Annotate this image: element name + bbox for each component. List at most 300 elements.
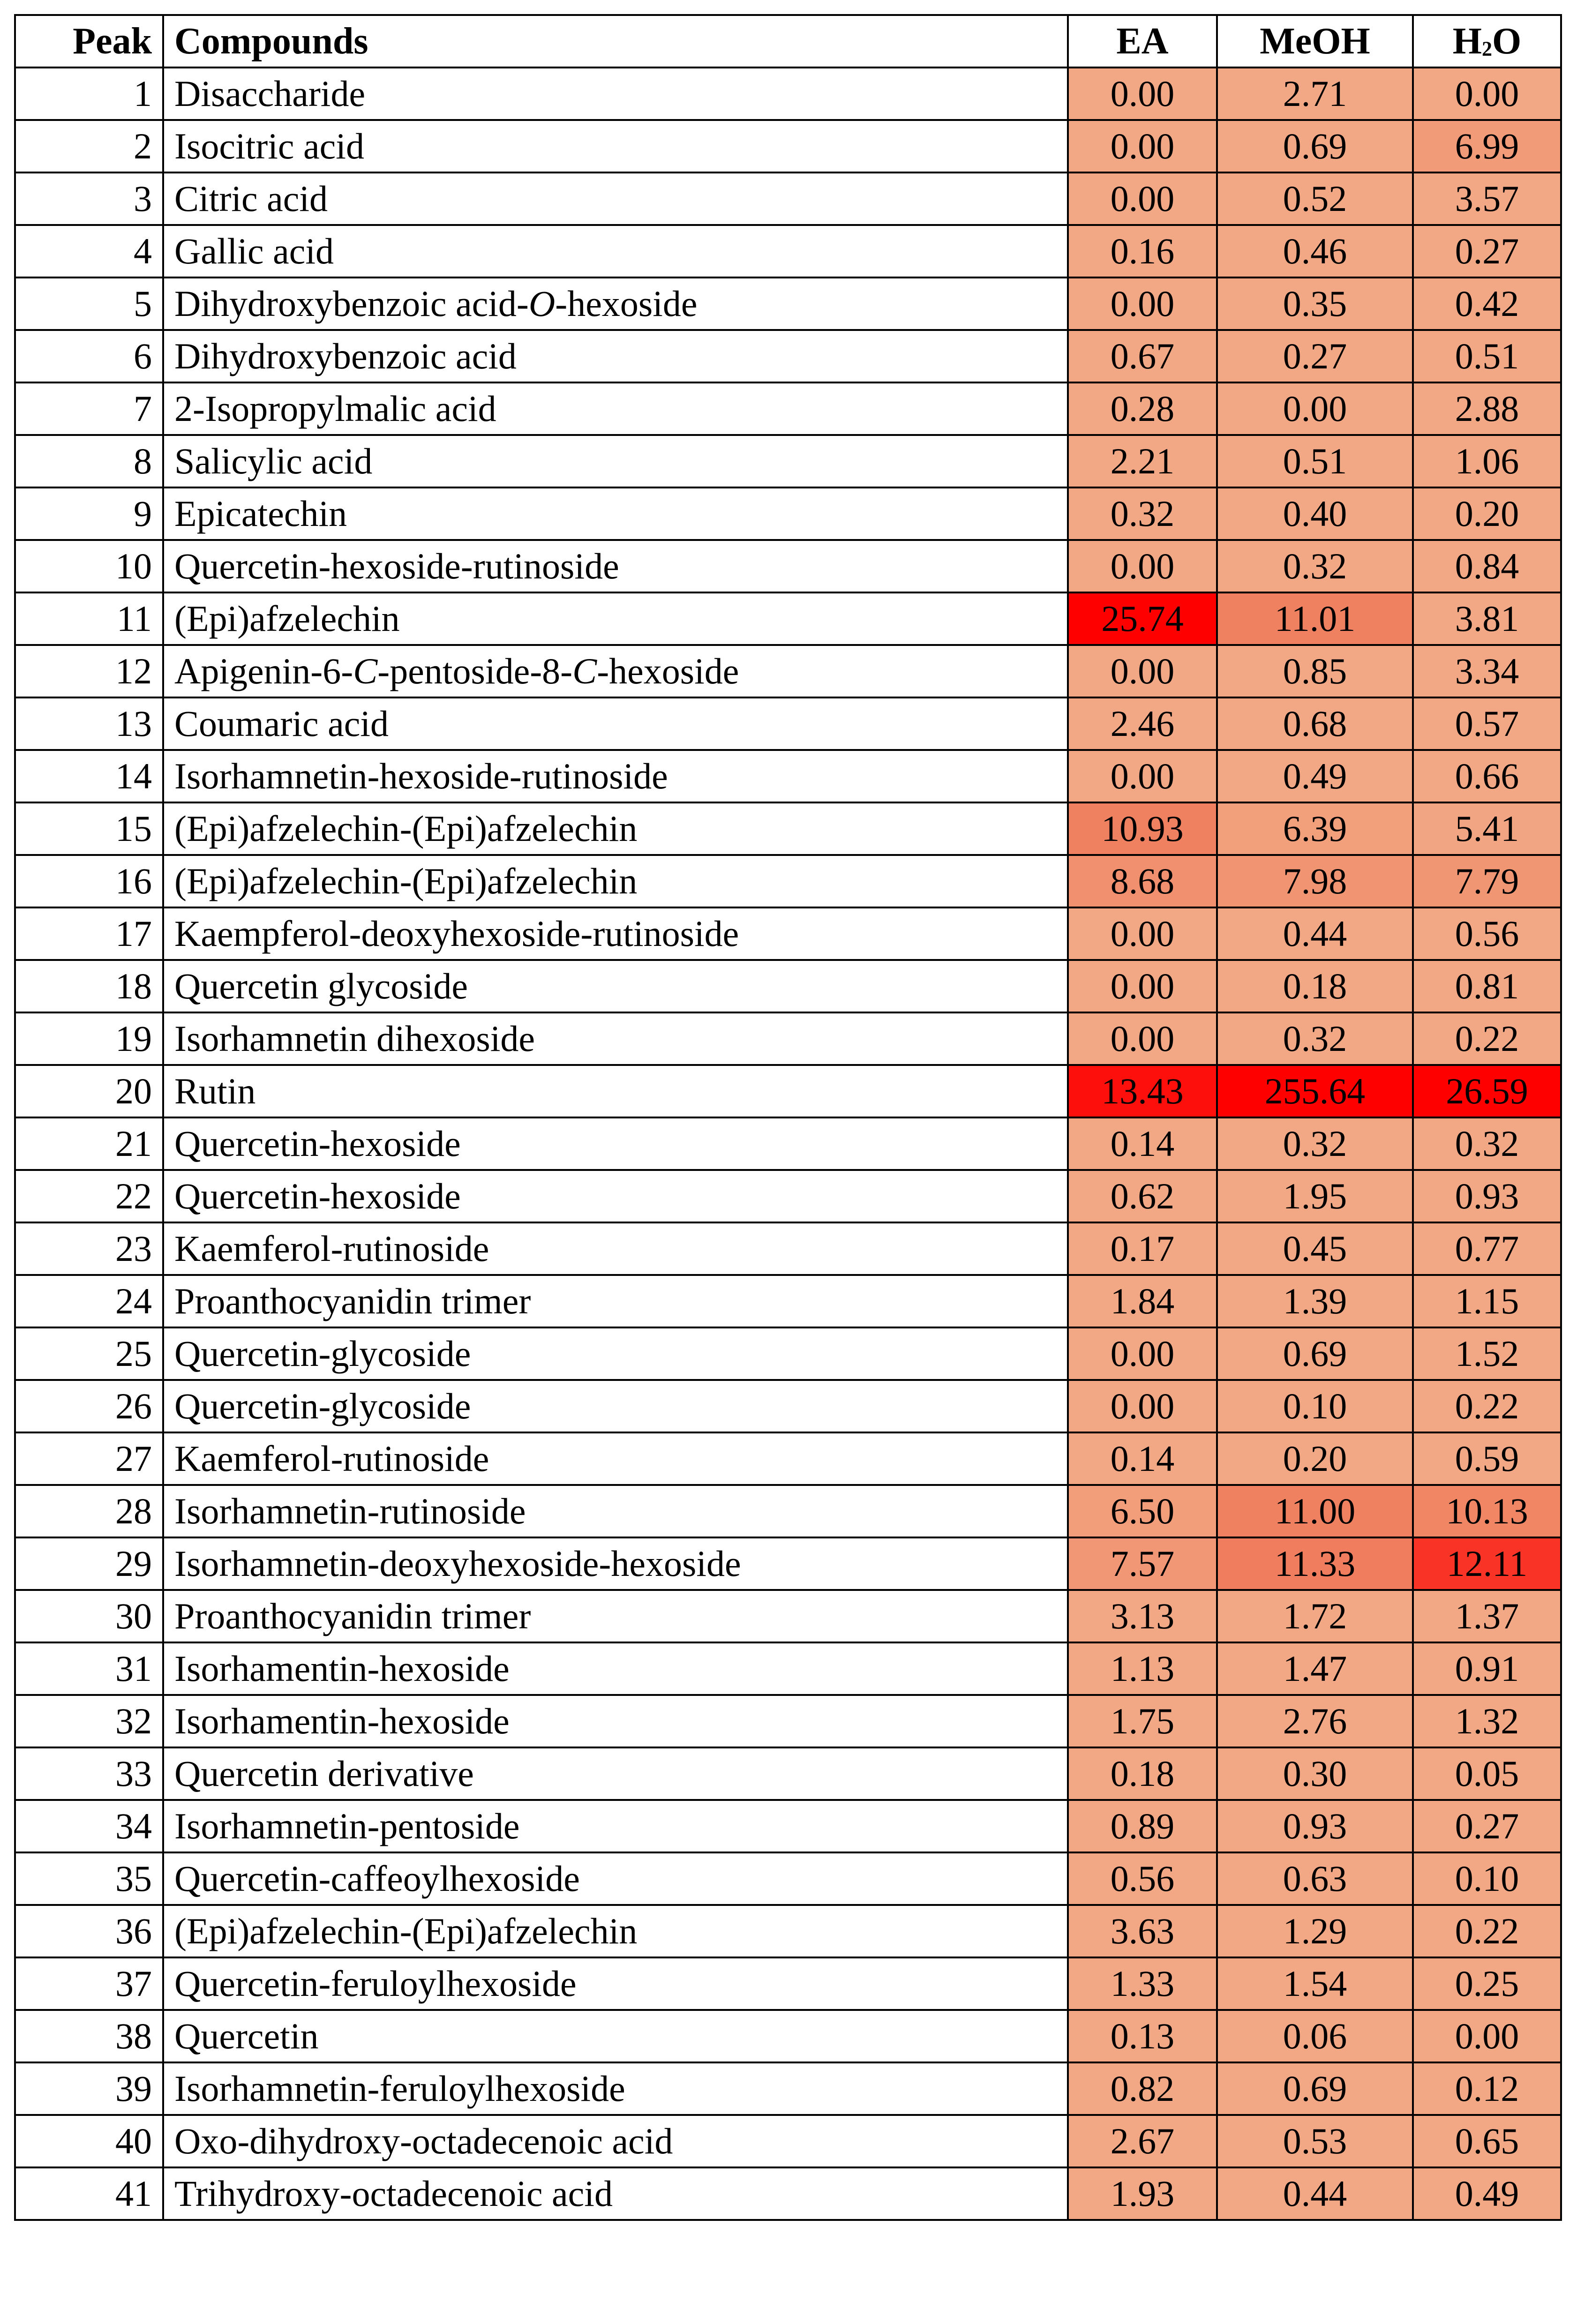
compound-name-text: Isorhamnetin-rutinoside [174,1491,526,1531]
peak-cell: 19 [15,1012,163,1065]
compound-name-text: Quercetin-glycoside [174,1386,471,1426]
table-row [15,855,1561,907]
table-row [15,540,1561,592]
peak-cell: 28 [15,1485,163,1537]
compound-name-text: Trihydroxy-octadecenoic acid [174,2173,613,2214]
compound-cell [163,435,1068,487]
ea-value-cell: 3.13 [1068,1590,1217,1642]
table-row [15,907,1561,960]
peak-cell: 3 [15,172,163,225]
peak-cell: 17 [15,907,163,960]
peak-cell: 1 [15,67,163,120]
compound-cell [163,172,1068,225]
compound-name-text: Quercetin [174,2016,319,2056]
compound-cell [163,592,1068,645]
header-row [15,15,1561,67]
ea-value-cell: 3.63 [1068,1905,1217,1957]
meoh-value-cell: 0.93 [1217,1800,1413,1852]
h2o-value-cell: 0.66 [1413,750,1561,802]
ea-value-cell: 2.67 [1068,2115,1217,2167]
peak-cell: 31 [15,1642,163,1695]
ea-value-cell: 0.89 [1068,1800,1217,1852]
table-row [15,1957,1561,2010]
h2o-value-cell: 1.15 [1413,1275,1561,1327]
table-row [15,67,1561,120]
compound-cell [163,2167,1068,2220]
compound-name-text: Salicylic acid [174,441,373,481]
table-row [15,1222,1561,1275]
peak-cell: 11 [15,592,163,645]
compound-name-text: Isorhamnetin-feruloylhexoside [174,2068,625,2109]
h2o-value-cell: 0.25 [1413,1957,1561,2010]
h2o-value-cell: 0.00 [1413,67,1561,120]
h2o-value-cell: 2.88 [1413,382,1561,435]
meoh-value-cell: 6.39 [1217,802,1413,855]
compound-name-text: Proanthocyanidin trimer [174,1281,531,1321]
h2o-value-cell: 0.49 [1413,2167,1561,2220]
table-row [15,697,1561,750]
table-row [15,1327,1561,1380]
compound-cell [163,2115,1068,2167]
header-compounds: Compounds [163,15,1068,67]
ea-value-cell: 0.14 [1068,1117,1217,1170]
header-h2o [1413,15,1561,67]
meoh-value-cell: 0.53 [1217,2115,1413,2167]
table-row [15,330,1561,382]
compound-name-text: Isorhamnetin-pentoside [174,1806,520,1846]
table-body [15,67,1561,2220]
meoh-value-cell: 1.95 [1217,1170,1413,1222]
compound-cell [163,1957,1068,2010]
compound-cell [163,1117,1068,1170]
compound-name-text: -hexoside [597,651,739,691]
compound-name-text: 2-Isopropylmalic acid [174,388,496,429]
table-row [15,1852,1561,1905]
compound-name-text: Epicatechin [174,493,347,534]
compound-name-text: Quercetin-glycoside [174,1333,471,1374]
ea-value-cell: 0.18 [1068,1747,1217,1800]
compound-name-text: Rutin [174,1071,256,1111]
compound-cell [163,1747,1068,1800]
peak-cell: 9 [15,487,163,540]
compound-cell [163,1275,1068,1327]
table-row [15,487,1561,540]
h2o-value-cell: 5.41 [1413,802,1561,855]
compound-name-text: Dihydroxybenzoic acid [174,336,517,376]
peak-cell: 18 [15,960,163,1012]
header-h2o-suffix: O [1492,21,1522,62]
ea-value-cell: 0.14 [1068,1432,1217,1485]
h2o-value-cell: 0.32 [1413,1117,1561,1170]
table-row [15,1275,1561,1327]
ea-value-cell: 0.00 [1068,172,1217,225]
table-row [15,2115,1561,2167]
ea-value-cell: 0.56 [1068,1852,1217,1905]
h2o-value-cell: 0.93 [1413,1170,1561,1222]
meoh-value-cell: 0.30 [1217,1747,1413,1800]
h2o-value-cell: 0.00 [1413,2010,1561,2062]
table-row [15,1537,1561,1590]
h2o-value-cell: 0.51 [1413,330,1561,382]
compound-name-text: Quercetin-hexoside-rutinoside [174,546,619,586]
meoh-value-cell: 0.52 [1217,172,1413,225]
ea-value-cell: 0.00 [1068,1012,1217,1065]
ea-value-cell: 13.43 [1068,1065,1217,1117]
peak-cell: 6 [15,330,163,382]
table-row [15,435,1561,487]
peak-cell: 2 [15,120,163,172]
h2o-value-cell: 1.32 [1413,1695,1561,1747]
meoh-value-cell: 0.00 [1217,382,1413,435]
h2o-value-cell: 0.22 [1413,1905,1561,1957]
compound-cell [163,645,1068,697]
table-row [15,1117,1561,1170]
table-row [15,1432,1561,1485]
compound-name-text: -pentoside-8- [377,651,573,691]
compound-cell [163,1800,1068,1852]
meoh-value-cell: 0.32 [1217,1012,1413,1065]
h2o-value-cell: 0.22 [1413,1380,1561,1432]
peak-cell: 38 [15,2010,163,2062]
peak-cell: 40 [15,2115,163,2167]
ea-value-cell: 0.00 [1068,960,1217,1012]
table-row [15,1590,1561,1642]
peak-cell: 7 [15,382,163,435]
meoh-value-cell: 0.27 [1217,330,1413,382]
table-row [15,225,1561,277]
table-row [15,960,1561,1012]
compound-name-text: (Epi)afzelechin-(Epi)afzelechin [174,861,638,901]
table-row [15,1642,1561,1695]
h2o-value-cell: 0.12 [1413,2062,1561,2115]
compound-name-text: Isorhamnetin-deoxyhexoside-hexoside [174,1543,741,1584]
compound-name-text: (Epi)afzelechin-(Epi)afzelechin [174,1911,638,1951]
peak-cell: 33 [15,1747,163,1800]
h2o-value-cell: 0.10 [1413,1852,1561,1905]
table-row [15,1380,1561,1432]
compound-cell [163,907,1068,960]
meoh-value-cell: 0.68 [1217,697,1413,750]
compound-name-text: Dihydroxybenzoic acid- [174,283,529,324]
h2o-value-cell: 0.84 [1413,540,1561,592]
peak-cell: 29 [15,1537,163,1590]
h2o-value-cell: 0.22 [1413,1012,1561,1065]
compound-name-text: Isorhamentin-hexoside [174,1648,510,1689]
compound-name-italic: C [572,651,597,691]
compound-name-text: Isorhamnetin-hexoside-rutinoside [174,756,668,796]
compound-cell [163,225,1068,277]
meoh-value-cell: 0.18 [1217,960,1413,1012]
peak-cell: 30 [15,1590,163,1642]
peak-cell: 10 [15,540,163,592]
compound-name-text: Quercetin derivative [174,1753,474,1794]
compound-name-text: Quercetin-hexoside [174,1123,461,1164]
meoh-value-cell: 0.32 [1217,540,1413,592]
meoh-value-cell: 0.85 [1217,645,1413,697]
ea-value-cell: 6.50 [1068,1485,1217,1537]
peak-cell: 5 [15,277,163,330]
header-meoh: MeOH [1217,15,1413,67]
header-ea: EA [1068,15,1217,67]
compound-cell [163,1170,1068,1222]
meoh-value-cell: 11.00 [1217,1485,1413,1537]
compound-cell [163,1642,1068,1695]
meoh-value-cell: 1.29 [1217,1905,1413,1957]
table-row [15,120,1561,172]
compound-name-text: -hexoside [555,283,698,324]
h2o-value-cell: 0.59 [1413,1432,1561,1485]
meoh-value-cell: 1.72 [1217,1590,1413,1642]
peak-cell: 37 [15,1957,163,2010]
compound-cell [163,960,1068,1012]
h2o-value-cell: 0.77 [1413,1222,1561,1275]
h2o-value-cell: 0.65 [1413,2115,1561,2167]
compound-cell [163,2062,1068,2115]
meoh-value-cell: 0.20 [1217,1432,1413,1485]
ea-value-cell: 1.75 [1068,1695,1217,1747]
ea-value-cell: 0.67 [1068,330,1217,382]
table-row [15,1065,1561,1117]
ea-value-cell: 0.00 [1068,540,1217,592]
meoh-value-cell: 0.44 [1217,2167,1413,2220]
ea-value-cell: 1.93 [1068,2167,1217,2220]
compound-name-text: Gallic acid [174,231,334,271]
h2o-value-cell: 0.27 [1413,225,1561,277]
peak-cell: 41 [15,2167,163,2220]
compound-cell [163,487,1068,540]
table-row [15,1800,1561,1852]
peak-cell: 4 [15,225,163,277]
h2o-value-cell: 0.42 [1413,277,1561,330]
h2o-value-cell: 7.79 [1413,855,1561,907]
meoh-value-cell: 0.51 [1217,435,1413,487]
table-row [15,802,1561,855]
compound-cell [163,120,1068,172]
meoh-value-cell: 0.35 [1217,277,1413,330]
ea-value-cell: 0.00 [1068,645,1217,697]
ea-value-cell: 1.84 [1068,1275,1217,1327]
meoh-value-cell: 0.69 [1217,2062,1413,2115]
meoh-value-cell: 11.01 [1217,592,1413,645]
meoh-value-cell: 0.63 [1217,1852,1413,1905]
compound-name-italic: O [528,283,556,324]
compound-name-text: Quercetin glycoside [174,966,468,1006]
compound-name-text: Kaemferol-rutinoside [174,1438,489,1479]
ea-value-cell: 8.68 [1068,855,1217,907]
h2o-value-cell: 3.81 [1413,592,1561,645]
compound-cell [163,1695,1068,1747]
peak-cell: 8 [15,435,163,487]
h2o-value-cell: 1.52 [1413,1327,1561,1380]
compound-cell [163,750,1068,802]
compound-cell [163,382,1068,435]
h2o-value-cell: 0.57 [1413,697,1561,750]
compound-name-text: Citric acid [174,178,328,219]
header-peak: Peak [15,15,163,67]
h2o-value-cell: 0.91 [1413,1642,1561,1695]
ea-value-cell: 0.16 [1068,225,1217,277]
h2o-value-cell: 3.57 [1413,172,1561,225]
meoh-value-cell: 0.10 [1217,1380,1413,1432]
compound-cell [163,1065,1068,1117]
table-row [15,2167,1561,2220]
peak-cell: 12 [15,645,163,697]
table-row [15,1485,1561,1537]
compound-name-text: (Epi)afzelechin-(Epi)afzelechin [174,808,638,849]
meoh-value-cell: 0.44 [1217,907,1413,960]
ea-value-cell: 2.46 [1068,697,1217,750]
peak-cell: 20 [15,1065,163,1117]
peak-cell: 34 [15,1800,163,1852]
table-row [15,1905,1561,1957]
compound-name-text: (Epi)afzelechin [174,598,400,639]
compound-name-text: Isocitric acid [174,126,364,166]
meoh-value-cell: 2.71 [1217,67,1413,120]
peak-cell: 14 [15,750,163,802]
meoh-value-cell: 0.69 [1217,120,1413,172]
peak-cell: 22 [15,1170,163,1222]
peak-cell: 23 [15,1222,163,1275]
peak-cell: 36 [15,1905,163,1957]
ea-value-cell: 0.28 [1068,382,1217,435]
compound-cell [163,1012,1068,1065]
table-row [15,1170,1561,1222]
compound-name-text: Quercetin-hexoside [174,1176,461,1216]
compounds-heatmap-table [14,14,1562,2221]
meoh-value-cell: 255.64 [1217,1065,1413,1117]
ea-value-cell: 0.62 [1068,1170,1217,1222]
table-row [15,382,1561,435]
peak-cell: 13 [15,697,163,750]
compound-cell [163,1485,1068,1537]
compound-cell [163,855,1068,907]
meoh-value-cell: 0.06 [1217,2010,1413,2062]
meoh-value-cell: 11.33 [1217,1537,1413,1590]
compound-cell [163,1222,1068,1275]
meoh-value-cell: 0.40 [1217,487,1413,540]
compound-cell [163,330,1068,382]
compound-name-text: Proanthocyanidin trimer [174,1596,531,1636]
peak-cell: 26 [15,1380,163,1432]
meoh-value-cell: 1.47 [1217,1642,1413,1695]
compound-cell [163,697,1068,750]
ea-value-cell: 0.17 [1068,1222,1217,1275]
ea-value-cell: 0.00 [1068,750,1217,802]
table-row [15,645,1561,697]
ea-value-cell: 0.13 [1068,2010,1217,2062]
ea-value-cell: 0.00 [1068,1327,1217,1380]
peak-cell: 32 [15,1695,163,1747]
ea-value-cell: 1.13 [1068,1642,1217,1695]
compound-cell [163,1432,1068,1485]
ea-value-cell: 0.00 [1068,277,1217,330]
peak-cell: 39 [15,2062,163,2115]
h2o-value-cell: 10.13 [1413,1485,1561,1537]
meoh-value-cell: 0.69 [1217,1327,1413,1380]
ea-value-cell: 25.74 [1068,592,1217,645]
meoh-value-cell: 0.45 [1217,1222,1413,1275]
compound-name-text: Apigenin-6- [174,651,353,691]
ea-value-cell: 2.21 [1068,435,1217,487]
compound-cell [163,277,1068,330]
header-h2o-subscript: 2 [1482,37,1492,60]
h2o-value-cell: 0.27 [1413,1800,1561,1852]
compound-name-text: Kaempferol-deoxyhexoside-rutinoside [174,913,739,954]
table-row [15,1012,1561,1065]
ea-value-cell: 10.93 [1068,802,1217,855]
ea-value-cell: 0.00 [1068,907,1217,960]
compound-name-text: Quercetin-feruloylhexoside [174,1963,577,2004]
compound-name-text: Disaccharide [174,73,366,114]
compound-cell [163,540,1068,592]
ea-value-cell: 0.00 [1068,120,1217,172]
compounds-table-container [14,14,1560,2221]
table-row [15,1695,1561,1747]
h2o-value-cell: 1.06 [1413,435,1561,487]
meoh-value-cell: 0.46 [1217,225,1413,277]
peak-cell: 27 [15,1432,163,1485]
peak-cell: 21 [15,1117,163,1170]
h2o-value-cell: 3.34 [1413,645,1561,697]
compound-cell [163,1327,1068,1380]
table-row [15,172,1561,225]
compound-cell [163,1537,1068,1590]
meoh-value-cell: 2.76 [1217,1695,1413,1747]
h2o-value-cell: 6.99 [1413,120,1561,172]
ea-value-cell: 7.57 [1068,1537,1217,1590]
h2o-value-cell: 0.20 [1413,487,1561,540]
compound-cell [163,2010,1068,2062]
meoh-value-cell: 7.98 [1217,855,1413,907]
peak-cell: 16 [15,855,163,907]
ea-value-cell: 0.00 [1068,1380,1217,1432]
table-row [15,277,1561,330]
compound-name-text: Coumaric acid [174,703,389,744]
compound-name-text: Kaemferol-rutinoside [174,1228,489,1269]
compound-cell [163,802,1068,855]
compound-cell [163,67,1068,120]
table-row [15,2062,1561,2115]
meoh-value-cell: 1.54 [1217,1957,1413,2010]
ea-value-cell: 0.00 [1068,67,1217,120]
compound-name-italic: C [353,651,378,691]
peak-cell: 25 [15,1327,163,1380]
compound-name-text: Isorhamnetin dihexoside [174,1018,535,1059]
ea-value-cell: 0.32 [1068,487,1217,540]
compound-name-text: Quercetin-caffeoylhexoside [174,1858,580,1899]
h2o-value-cell: 26.59 [1413,1065,1561,1117]
compound-cell [163,1905,1068,1957]
meoh-value-cell: 0.49 [1217,750,1413,802]
peak-cell: 15 [15,802,163,855]
h2o-value-cell: 0.05 [1413,1747,1561,1800]
h2o-value-cell: 12.11 [1413,1537,1561,1590]
peak-cell: 24 [15,1275,163,1327]
compound-name-text: Oxo-dihydroxy-octadecenoic acid [174,2121,673,2161]
compound-cell [163,1852,1068,1905]
compound-name-text: Isorhamentin-hexoside [174,1701,510,1741]
header-h2o-prefix: H [1452,21,1482,62]
meoh-value-cell: 0.32 [1217,1117,1413,1170]
table-row [15,592,1561,645]
table-row [15,1747,1561,1800]
table-row [15,750,1561,802]
compound-cell [163,1380,1068,1432]
peak-cell: 35 [15,1852,163,1905]
compound-cell [163,1590,1068,1642]
h2o-value-cell: 0.81 [1413,960,1561,1012]
meoh-value-cell: 1.39 [1217,1275,1413,1327]
